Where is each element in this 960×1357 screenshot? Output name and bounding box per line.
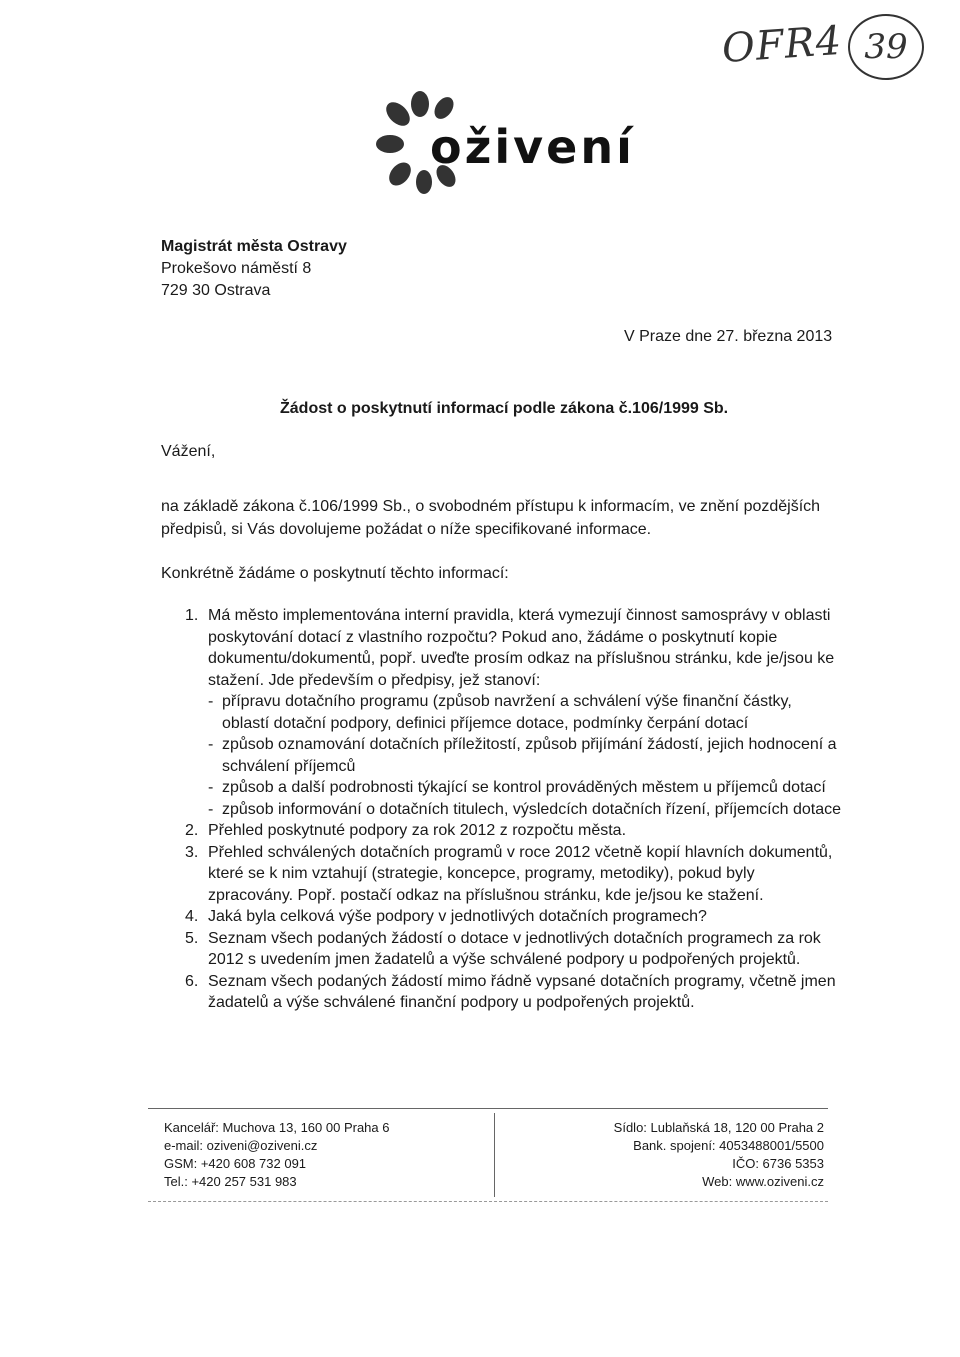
footer-bank: Bank. spojení: 4053488001/5500 [633,1138,824,1153]
footer-office: Kancelář: Muchova 13, 160 00 Praha 6 [164,1120,390,1135]
request-item: 1. Má město implementována interní pravidla, která vymezují činnost samosprávy v oblasti poskytování dotací z vlastního rozpočtu? Pokud ano, žádáme o poskytnutí kopie dokumentu/dokumentů, popř. uveďte prosím odkaz na příslušnou stránku, kde je/jsou ke stažení. Jde především o předpisy, jež stanoví: - přípravu dotačního programu (způsob navržení a schválení výše finanční částky, oblastí dotační podpory, definici příjemce dotace, podmínky čerpání dotací - způsob oznamování dotačních příležitostí, způsob přijímání žádostí, jejich hodnocení a schválení příjemců - způsob a další podrobnosti týkající se kontrol prováděných městem u příjemců dotací - způsob informování o dotačních titulech, výsledcích dotačních řízení, příjemcích dotace [161,605,841,820]
request-list [161,605,841,1014]
footer-registration [614,1119,824,1191]
lead-paragraph: Konkrétně žádáme o poskytnutí těchto informací: [161,565,509,582]
subitem: - způsob a další podrobnosti týkající se kontrol prováděných městem u příjemců dotací [208,777,841,799]
footer-email: e-mail: oziveni@oziveni.cz [164,1138,318,1153]
footer-ico: IČO: 6736 5353 [732,1156,824,1171]
letter-subject: Žádost o poskytnutí informací podle zákona č.106/1999 Sb. [280,400,729,417]
oziveni-logo [378,92,635,212]
letter-date: V Praze dne 27. března 2013 [624,328,833,345]
recipient-address [161,236,347,302]
recipient-name: Magistrát města Ostravy [161,238,347,255]
request-item: 6. Seznam všech podaných žádostí mimo řádně vypsané dotačních programy, včetně jmen žadatelů a výše schválené finanční podpory u podpořených projektů. [185,972,836,1011]
logo-word: oživení [430,120,635,174]
handwritten-code: OFR4 [720,17,844,73]
letter-footer [148,1108,828,1202]
footer-web: Web: www.oziveni.cz [702,1174,824,1189]
footer-seat: Sídlo: Lublaňská 18, 120 00 Praha 2 [613,1120,824,1135]
subitem: - způsob informování o dotačních titulech, výsledcích dotačních řízení, příjemcích dotace [208,799,841,821]
subitem-list [208,691,841,820]
request-item: 2. Přehled poskytnuté podpory za rok 2012 z rozpočtu města. [185,822,627,839]
handwritten-page-number [848,14,924,80]
page-number-text: 39 [864,27,908,67]
salutation: Vážení, [161,443,216,460]
request-item: 3. Přehled schválených dotačních programů v roce 2012 včetně kopií hlavních dokumentů, které se k nim vztahují (strategie, koncepce, programy, metodiky), pokud byly zpracovány. Popř. postačí odkaz na příslušnou stránku, kde je/jsou ke stažení. [185,843,833,904]
recipient-street: Prokešovo náměstí 8 [161,260,312,277]
intro-paragraph: na základě zákona č.106/1999 Sb., o svobodném přístupu k informacím, ve znění pozdějších předpisů, si Vás dovolujeme požádat o níže specifikované informace. [161,498,821,538]
footer-divider [494,1113,495,1197]
subitem: - způsob oznamování dotačních příležitostí, způsob přijímání žádostí, jejich hodnocení a schválení příjemců [208,734,841,777]
subitem: - přípravu dotačního programu (způsob navržení a schválení výše finanční částky, oblastí dotační podpory, definici příjemce dotace, podmínky čerpání dotací [208,691,841,734]
request-item: 4. Jaká byla celková výše podpory v jednotlivých dotačních programech? [185,908,707,925]
footer-gsm: GSM: +420 608 732 091 [164,1156,307,1171]
footer-phone: Tel.: +420 257 531 983 [164,1174,297,1189]
request-item: 5. Seznam všech podaných žádostí o dotace v jednotlivých dotačních programech za rok 2012 s uvedením jmen žadatelů a výše schválené podpory u podpořených projektů. [185,929,821,968]
recipient-city: 729 30 Ostrava [161,282,271,299]
footer-contact [164,1119,389,1191]
